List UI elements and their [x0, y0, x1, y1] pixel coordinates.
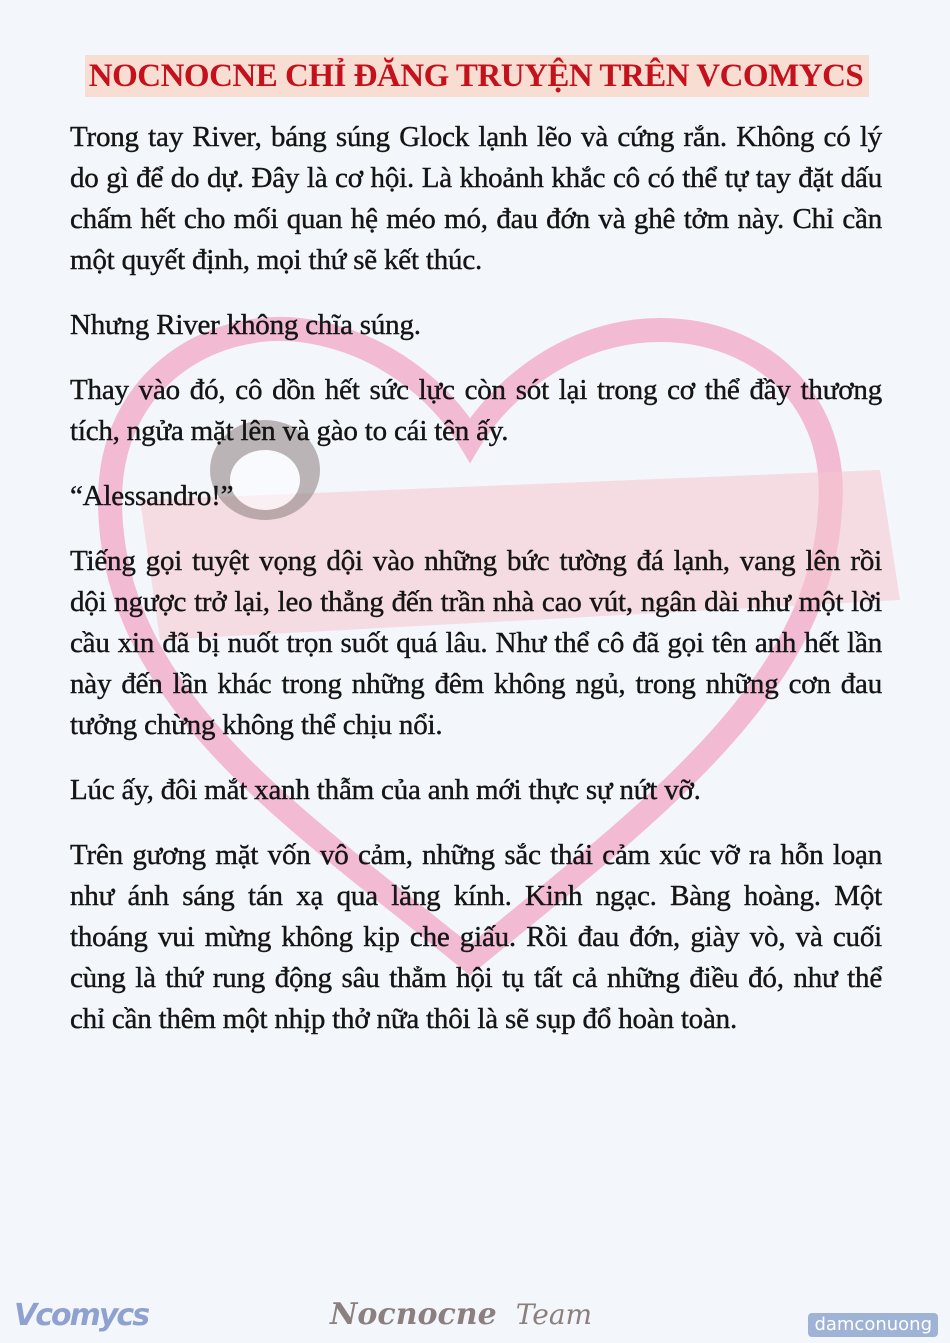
- story-text: [70, 117, 882, 1064]
- paragraph: Nhưng River không chĩa súng.: [70, 309, 421, 341]
- paragraph: Thay vào đó, cô dồn hết sức lực còn sót lại trong cơ thể đầy thương tích, ngửa mặt lên và gào to cái tên ấy.: [70, 374, 882, 447]
- watermark-text: [330, 1296, 592, 1338]
- paragraph: Trên gương mặt vốn vô cảm, những sắc thái cảm xúc vỡ ra hỗn loạn như ánh sáng tán xạ qua lăng kính. Kinh ngạc. Bàng hoàng. Một thoáng vui mừng không kịp che giấu. Rồi đau đớn, giày vò, và cuối cùng là thứ rung động sâu thẳm hội tụ tất cả những điều đó, như thể chỉ cần thêm một nhịp thở nữa thôi là sẽ sụp đổ hoàn toàn.: [70, 839, 882, 1035]
- vcomycs-logo: Vcomycs: [14, 1298, 149, 1333]
- watermark-sub-text: Team: [515, 1298, 593, 1331]
- paragraph: “Alessandro!”: [70, 480, 234, 512]
- page-title: NOCNOCNE CHỈ ĐĂNG TRUYỆN TRÊN VCOMYCS: [88, 58, 864, 94]
- paragraph: Trong tay River, báng súng Glock lạnh lẽo và cứng rắn. Không có lý do gì để do dự. Đây là cơ hội. Là khoảnh khắc cô có thể tự tay đặt dấu chấm hết cho mối quan hệ méo mó, đau đớn và ghê tởm này. Chỉ cần một quyết định, mọi thứ sẽ kết thúc.: [70, 121, 882, 276]
- watermark-main-text: Nocnocne: [330, 1297, 497, 1332]
- paragraph: Tiếng gọi tuyệt vọng dội vào những bức tường đá lạnh, vang lên rồi dội ngược trở lại, leo thẳng đến trần nhà cao vút, ngân dài như một lời cầu xin đã bị nuốt trọn suốt quá lâu. Như thể cô đã gọi tên anh hết lần này đến lần khác trong những đêm không ngủ, trong những cơn đau tưởng chừng không thể chịu nổi.: [70, 545, 882, 741]
- credit-badge: damconuong: [808, 1313, 938, 1337]
- paragraph: Lúc ấy, đôi mắt xanh thẫm của anh mới thực sự nứt vỡ.: [70, 774, 701, 806]
